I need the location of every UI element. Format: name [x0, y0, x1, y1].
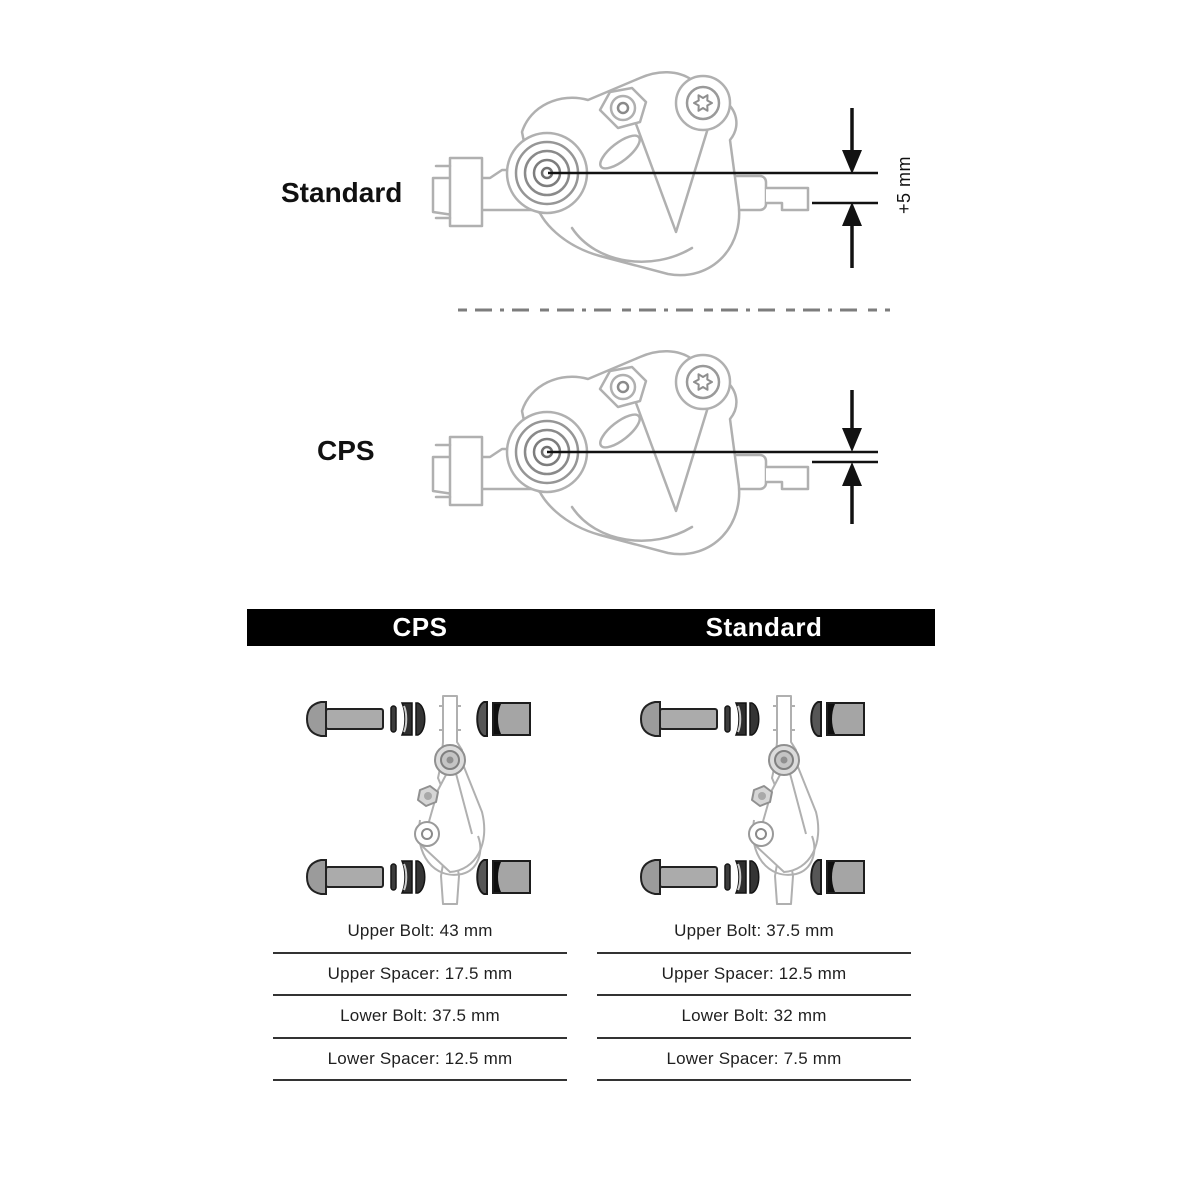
- standard-spec-list: [597, 911, 911, 1081]
- spec-row: Upper Spacer: 12.5 mm: [597, 954, 911, 997]
- header-cell-standard: Standard: [705, 612, 823, 642]
- spec-row: Lower Bolt: 37.5 mm: [273, 996, 567, 1039]
- cps-section-label: CPS: [317, 435, 375, 466]
- spec-row: Lower Spacer: 7.5 mm: [597, 1039, 911, 1082]
- spec-row: Lower Spacer: 12.5 mm: [273, 1039, 567, 1082]
- standard-section-label: Standard: [281, 177, 403, 208]
- spec-row: Upper Bolt: 37.5 mm: [597, 911, 911, 954]
- comparison-table-header-bar: [247, 609, 935, 646]
- standard-hardware-diagram: [641, 696, 864, 904]
- cps-hardware-diagram: [307, 696, 530, 904]
- cps-spec-list: [273, 911, 567, 1081]
- header-cell-cps: CPS: [392, 612, 448, 642]
- spec-row: Lower Bolt: 32 mm: [597, 996, 911, 1039]
- spec-row: Upper Bolt: 43 mm: [273, 911, 567, 954]
- offset-dimension-label: +5 mm: [894, 155, 914, 214]
- spec-row: Upper Spacer: 17.5 mm: [273, 954, 567, 997]
